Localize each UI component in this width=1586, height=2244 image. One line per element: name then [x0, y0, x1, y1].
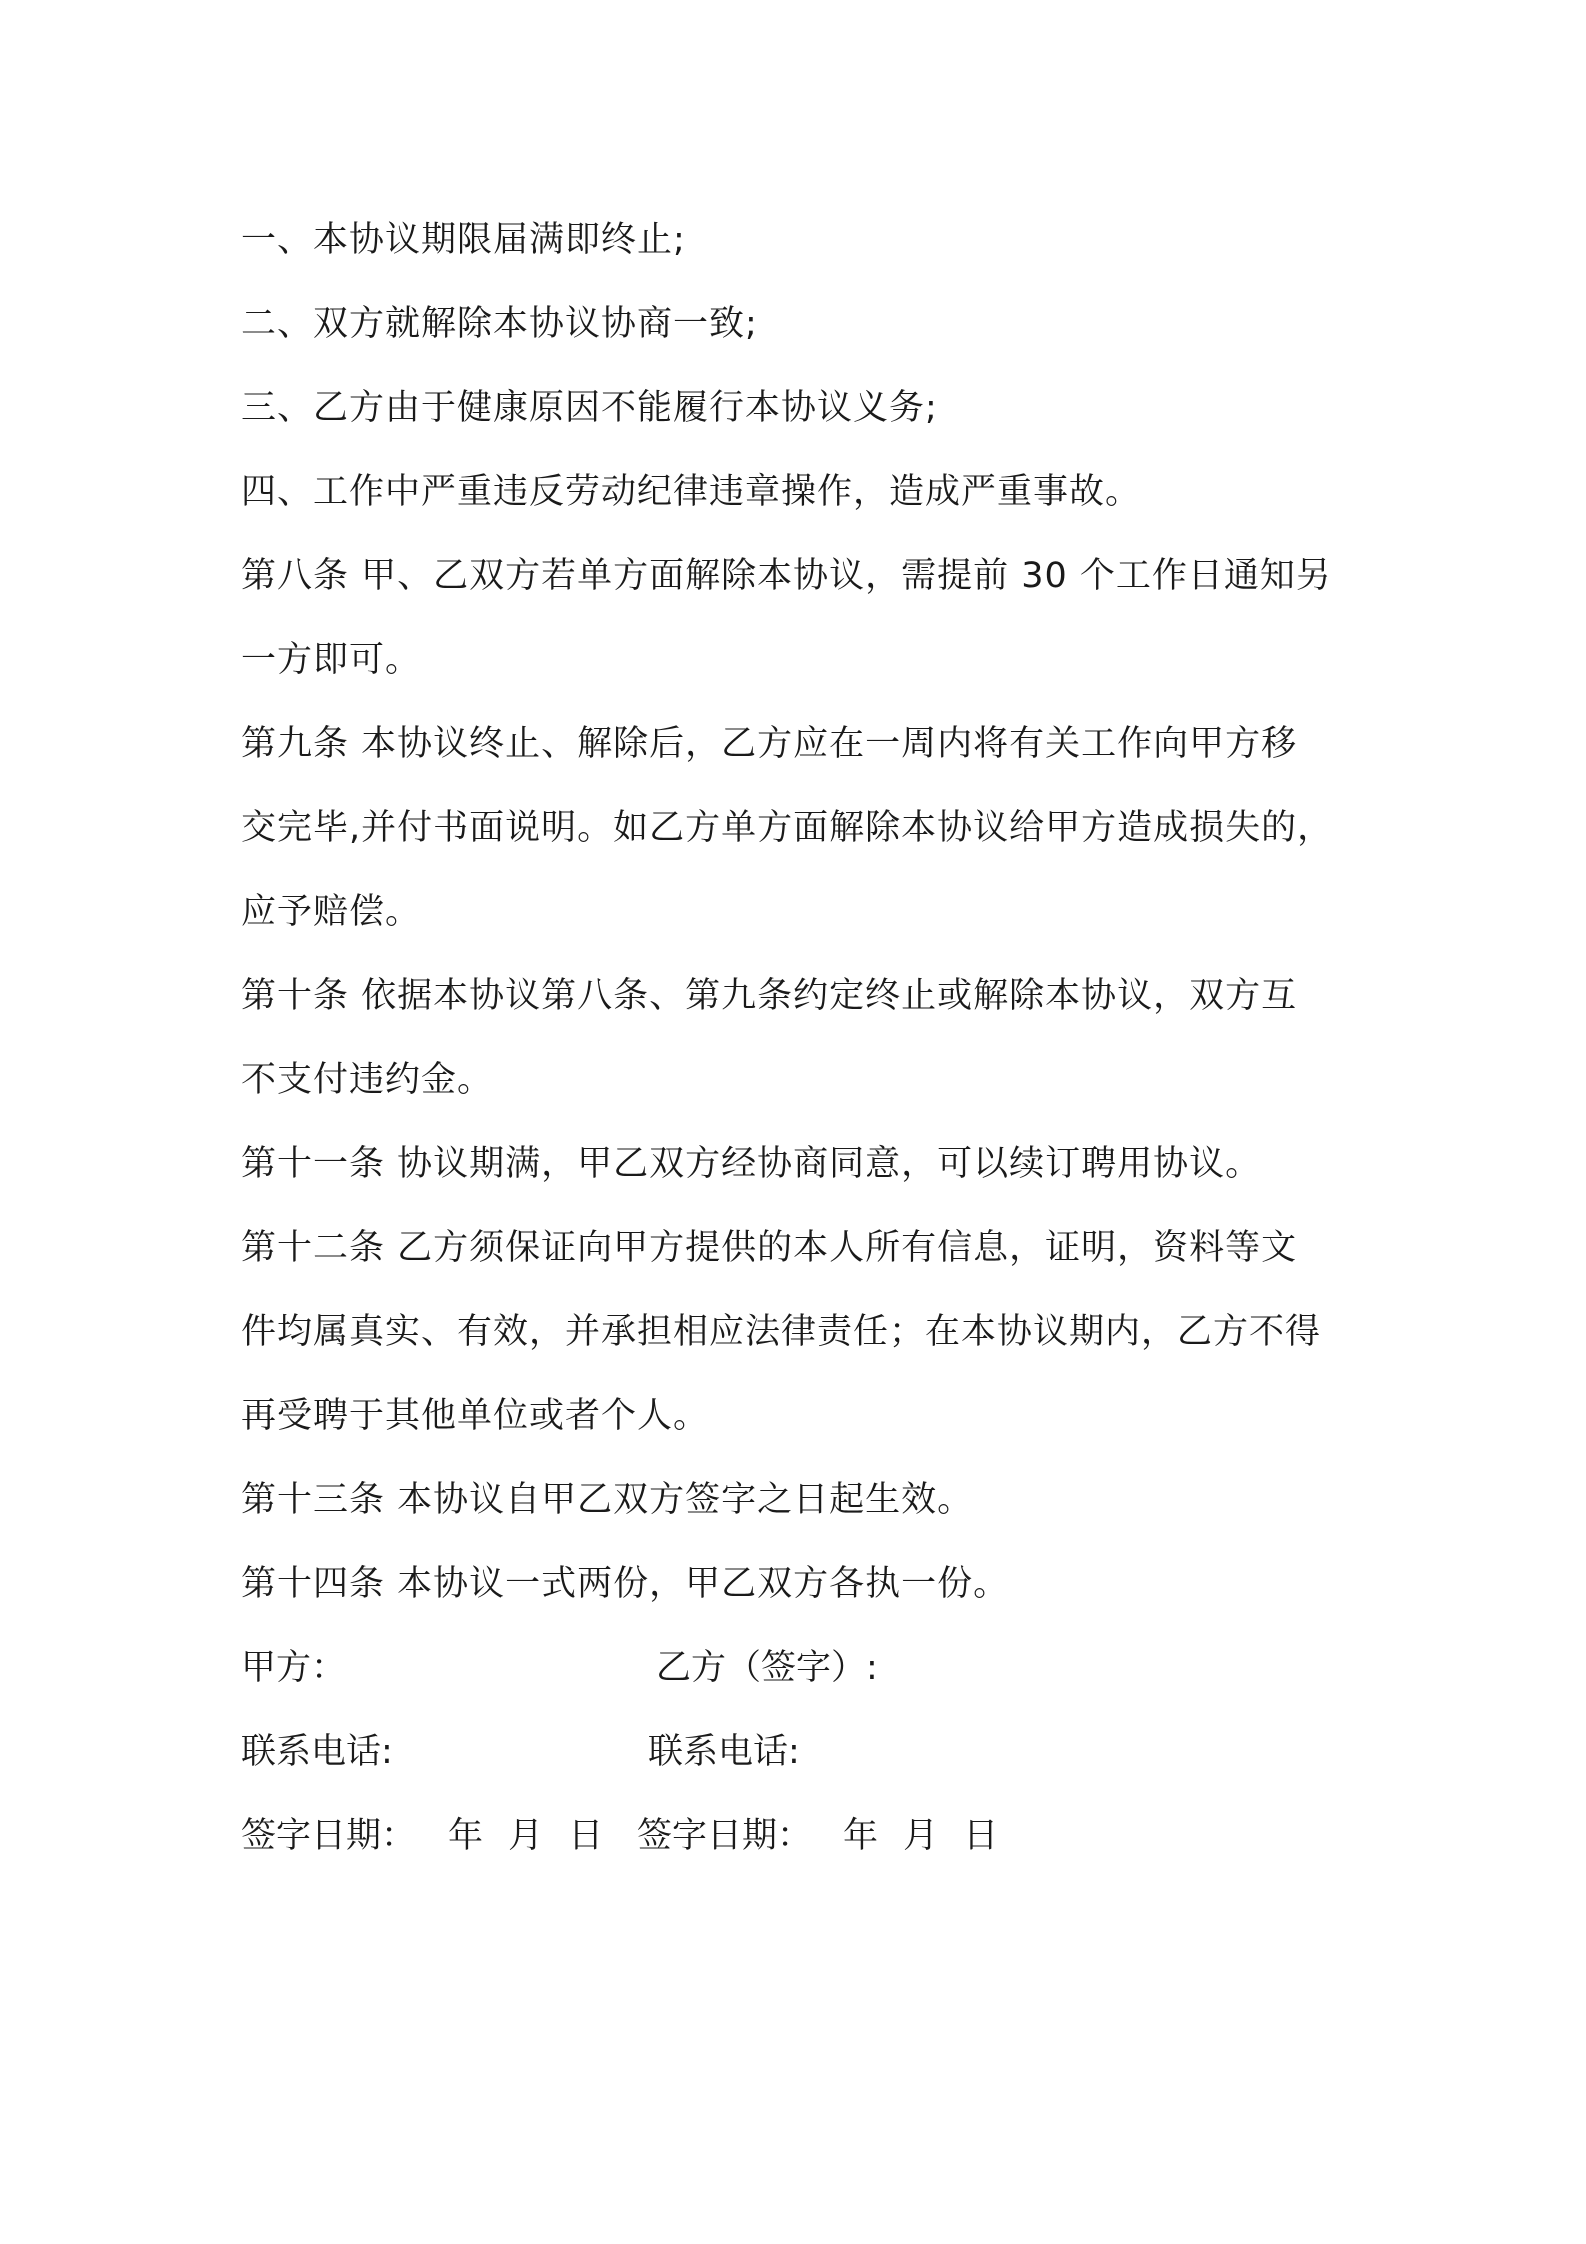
article-13-line: 第十三条 本协议自甲乙双方签字之日起生效。 — [241, 1480, 974, 1520]
signature-date-row — [241, 1794, 1351, 1878]
phone-a-label: 联系电话: — [241, 1732, 393, 1772]
signature-party-row — [241, 1626, 1351, 1710]
article-12-line-3: 再受聘于其他单位或者个人。 — [241, 1396, 710, 1436]
clause-line: 三、乙方由于健康原因不能履行本协议义务; — [241, 388, 938, 428]
date-b-label: 签字日期： — [637, 1816, 813, 1856]
article-12-line-1: 第十二条 乙方须保证向甲方提供的本人所有信息，证明，资料等文 — [241, 1228, 1298, 1268]
article-11-line: 第十一条 协议期满，甲乙双方经协商同意，可以续订聘用协议。 — [241, 1144, 1262, 1184]
article-9-line-1: 第九条 本协议终止、解除后，乙方应在一周内将有关工作向甲方移 — [241, 724, 1298, 764]
document-body — [241, 198, 1351, 1878]
date-b-ymd: 年 月 日 — [843, 1816, 999, 1856]
article-10-line-1: 第十条 依据本协议第八条、第九条约定终止或解除本协议，双方互 — [241, 976, 1298, 1016]
article-12-line-2: 件均属真实、有效，并承担相应法律责任；在本协议期内，乙方不得 — [241, 1312, 1322, 1352]
clause-line: 二、双方就解除本协议协商一致; — [241, 304, 758, 344]
party-b-label: 乙方（签字）: — [656, 1648, 878, 1688]
party-a-label: 甲方： — [241, 1648, 347, 1688]
clause-line: 四、工作中严重违反劳动纪律违章操作，造成严重事故。 — [241, 472, 1142, 512]
article-9-line-3: 应予赔偿。 — [241, 892, 422, 932]
phone-b-label: 联系电话: — [648, 1732, 800, 1772]
signature-phone-row — [241, 1710, 1351, 1794]
article-8-line-1: 第八条 甲、乙双方若单方面解除本协议，需提前 30 个工作日通知另 — [241, 556, 1332, 596]
article-8-line-2: 一方即可。 — [241, 640, 422, 680]
article-14-line: 第十四条 本协议一式两份，甲乙双方各执一份。 — [241, 1564, 1010, 1604]
date-a-label: 签字日期： — [241, 1816, 417, 1856]
date-a-ymd: 年 月 日 — [448, 1816, 604, 1856]
clause-line: 一、本协议期限届满即终止; — [241, 220, 686, 260]
article-10-line-2: 不支付违约金。 — [241, 1060, 494, 1100]
article-9-line-2: 交完毕,并付书面说明。如乙方单方面解除本协议给甲方造成损失的， — [241, 808, 1334, 848]
